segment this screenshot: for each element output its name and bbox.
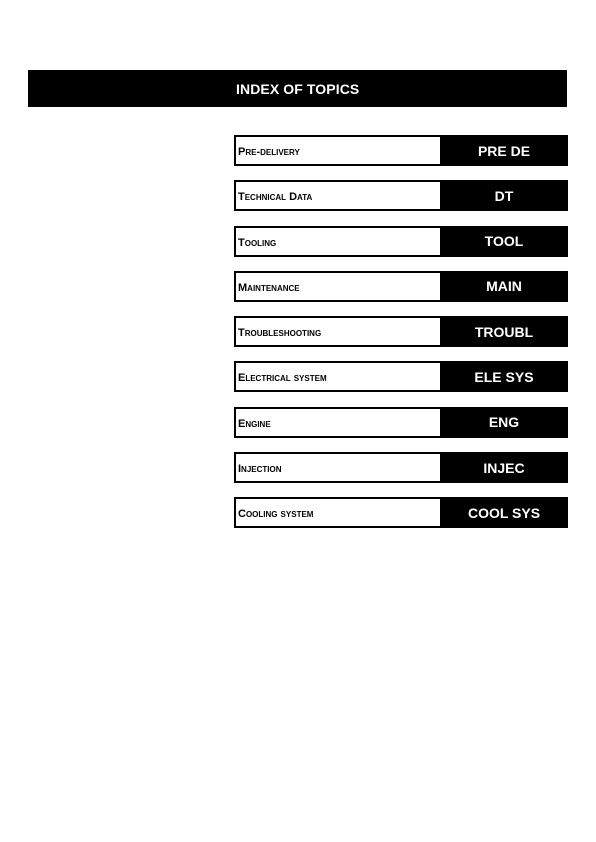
topic-code-label: ELE SYS: [474, 368, 534, 385]
topic-code: [440, 273, 566, 300]
topic-code-label: INJEC: [483, 459, 525, 476]
topic-code-label: MAIN: [486, 278, 522, 295]
topic-name: Pre-delivery: [236, 137, 440, 164]
topic-code-label: TROUBL: [474, 323, 534, 340]
topic-name: Maintenance: [236, 273, 440, 300]
topic-name: Technical Data: [236, 182, 440, 209]
topic-list: [234, 135, 568, 543]
topic-code-label: TOOL: [484, 233, 524, 250]
topic-row-technical-data[interactable]: [234, 180, 568, 211]
page-title: INDEX OF TOPICS: [236, 81, 360, 97]
topic-code-label: PRE DE: [477, 142, 531, 159]
topic-code: [440, 454, 566, 481]
topic-row-maintenance[interactable]: [234, 271, 568, 302]
topic-code: [440, 182, 566, 209]
topic-code-label: ENG: [488, 414, 520, 431]
topic-code: [440, 363, 566, 390]
topic-code: [440, 318, 566, 345]
topic-row-electrical-system[interactable]: [234, 361, 568, 392]
topic-name: Engine: [236, 409, 440, 436]
topic-row-tooling[interactable]: [234, 226, 568, 257]
topic-row-injection[interactable]: [234, 452, 568, 483]
topic-name: Injection: [236, 454, 440, 481]
topic-code-label: COOL SYS: [467, 504, 541, 521]
topic-row-cooling-system[interactable]: [234, 497, 568, 528]
topic-row-troubleshooting[interactable]: [234, 316, 568, 347]
topic-code: [440, 137, 566, 164]
topic-name: Electrical system: [236, 363, 440, 390]
topic-row-pre-delivery[interactable]: [234, 135, 568, 166]
topic-code-label: DT: [494, 187, 514, 204]
topic-code: [440, 228, 566, 255]
topic-row-engine[interactable]: [234, 407, 568, 438]
topic-name: Tooling: [236, 228, 440, 255]
header-bar: [28, 70, 567, 107]
topic-name: Cooling system: [236, 499, 440, 526]
topic-code: [440, 409, 566, 436]
topic-name: Troubleshooting: [236, 318, 440, 345]
topic-code: [440, 499, 566, 526]
